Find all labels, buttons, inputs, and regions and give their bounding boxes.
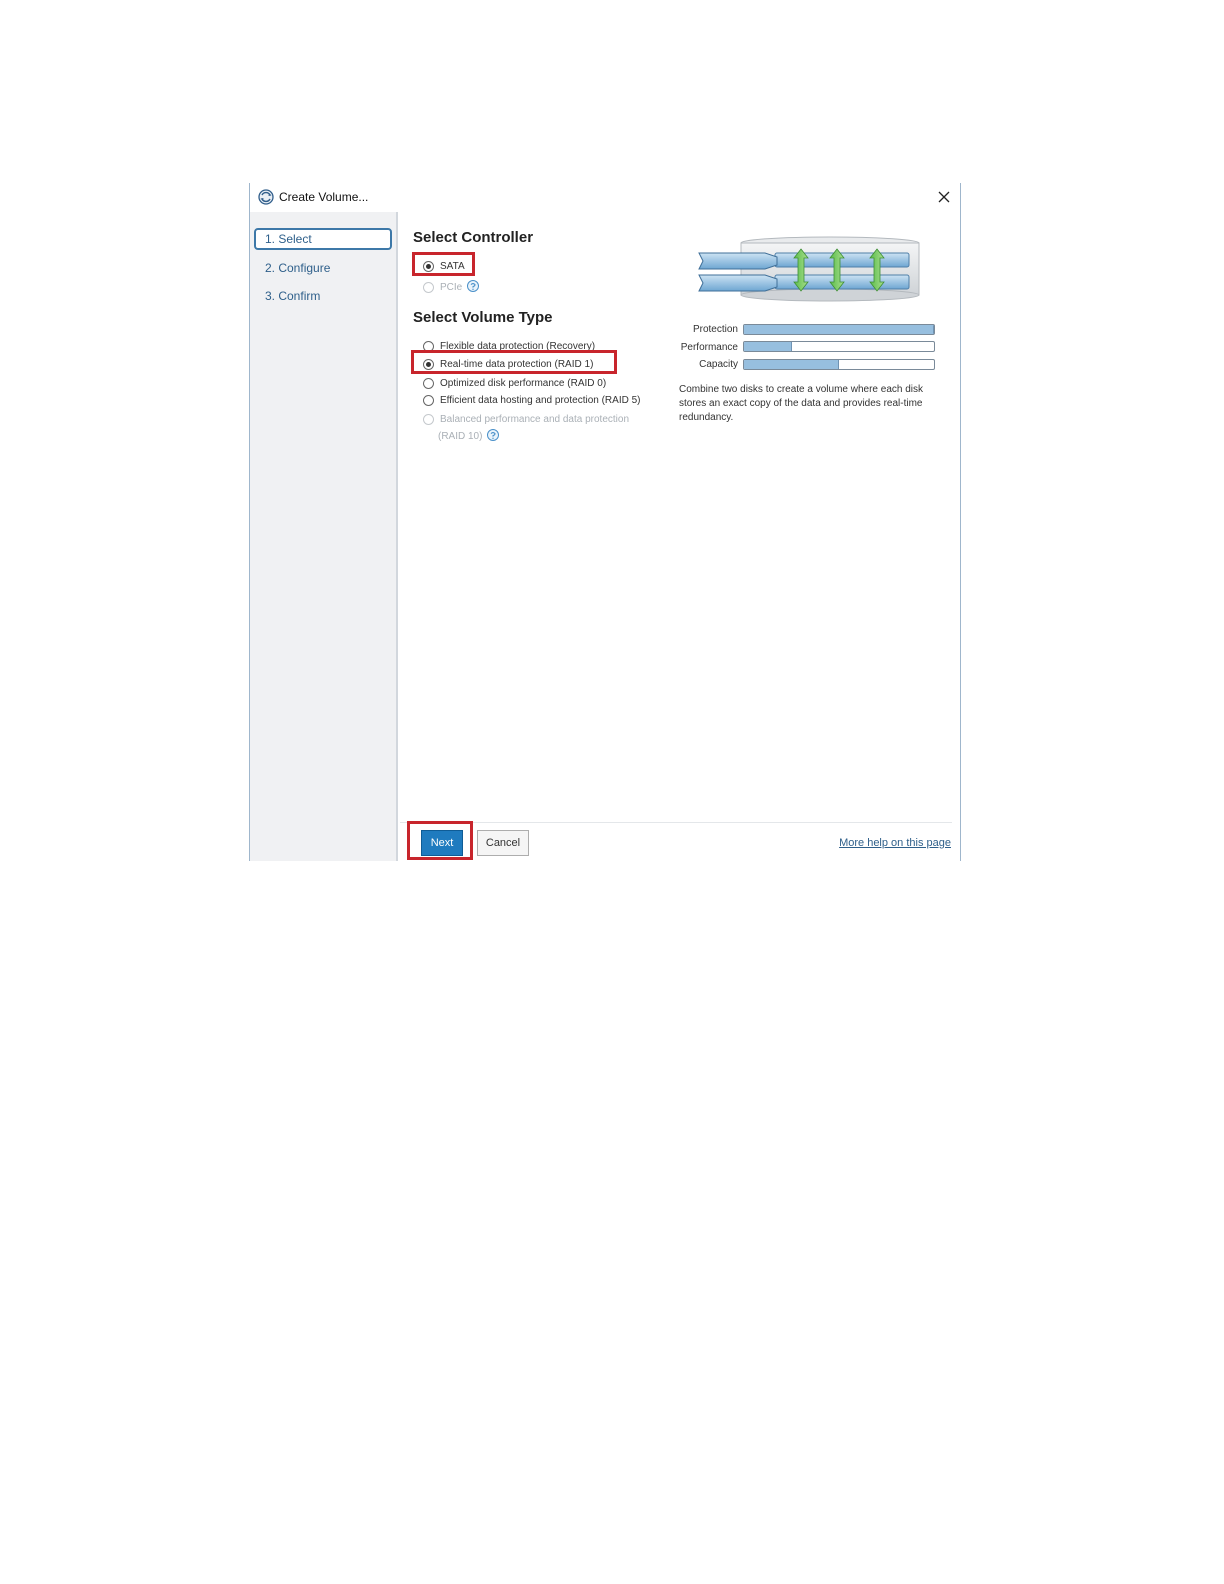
radio-label: SATA — [440, 260, 465, 272]
radio-raid10 — [423, 411, 629, 427]
radio-raid1[interactable] — [423, 356, 593, 372]
protection-meter — [743, 324, 935, 335]
raid1-mirror-disks-illustration — [695, 235, 925, 305]
radio-label-line2: (RAID 10) — [438, 430, 483, 442]
radio-pcie — [423, 279, 480, 295]
radio-label: Efficient data hosting and protection (RAID 5) — [440, 394, 641, 406]
step-select[interactable] — [254, 228, 392, 250]
radio-label: PCIe — [440, 281, 463, 293]
protection-label: Protection — [692, 324, 738, 335]
radio-button[interactable] — [423, 359, 434, 370]
radio-raid5[interactable] — [423, 392, 640, 408]
volume-type-description: Combine two disks to create a volume where each disk stores an exact copy of the data and provides real-time redundancy. — [679, 384, 924, 423]
step-label: 2. Configure — [265, 261, 331, 275]
create-volume-dialog — [249, 183, 961, 861]
capacity-meter-fill — [744, 360, 839, 369]
performance-meter — [743, 341, 935, 352]
more-help-link[interactable]: More help on this page — [839, 837, 951, 849]
step-configure[interactable] — [254, 257, 392, 279]
radio-raid0[interactable] — [423, 375, 606, 391]
radio-label: Flexible data protection (Recovery) — [440, 340, 596, 352]
intel-rst-icon — [258, 189, 274, 205]
help-icon[interactable] — [486, 429, 500, 443]
performance-meter-fill — [744, 342, 792, 351]
window-title: Create Volume... — [279, 190, 369, 204]
radio-label: Real-time data protection (RAID 1) — [440, 358, 594, 370]
step-label: 3. Confirm — [265, 289, 321, 303]
radio-button — [423, 414, 434, 425]
radio-button[interactable] — [423, 261, 434, 272]
radio-label: Balanced performance and data protection — [440, 413, 630, 425]
help-icon[interactable] — [466, 280, 480, 294]
next-button[interactable]: Next — [421, 830, 463, 856]
radio-button — [423, 282, 434, 293]
radio-raid10-line2 — [438, 428, 500, 444]
capacity-label: Capacity — [699, 359, 738, 370]
radio-button[interactable] — [423, 341, 434, 352]
step-confirm[interactable] — [254, 285, 392, 307]
close-button[interactable] — [934, 187, 954, 207]
select-volume-type-heading: Select Volume Type — [413, 309, 553, 326]
select-controller-heading: Select Controller — [413, 229, 534, 246]
close-icon — [938, 191, 950, 203]
protection-meter-fill — [744, 325, 934, 334]
footer-divider — [400, 822, 952, 823]
title-bar — [250, 183, 960, 211]
radio-button[interactable] — [423, 395, 434, 406]
radio-label: Optimized disk performance (RAID 0) — [440, 377, 607, 389]
wizard-steps-sidebar — [250, 212, 398, 861]
capacity-meter — [743, 359, 935, 370]
step-label: 1. Select — [265, 232, 312, 246]
radio-sata[interactable] — [423, 258, 465, 274]
performance-label: Performance — [680, 342, 738, 353]
radio-button[interactable] — [423, 378, 434, 389]
cancel-button[interactable]: Cancel — [477, 830, 529, 856]
radio-recovery[interactable] — [423, 338, 595, 354]
